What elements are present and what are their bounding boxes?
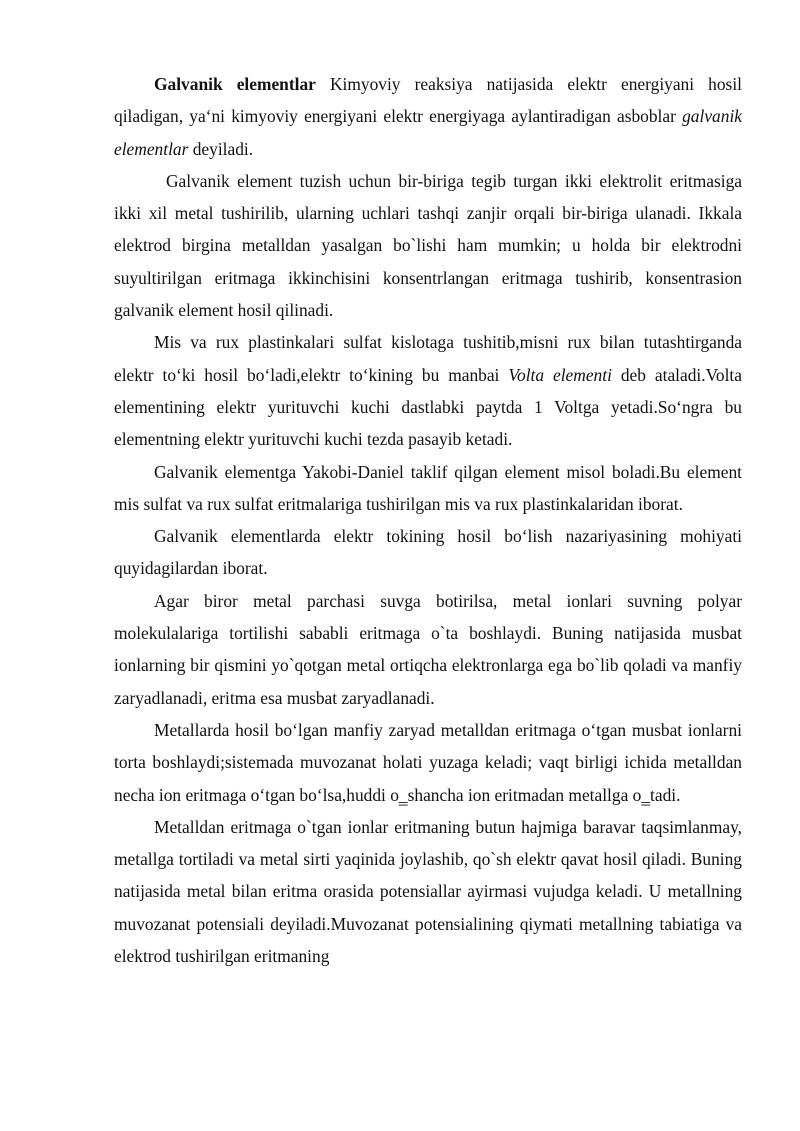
volta-text-end: deb ataladi.Volta elementining elektr yurituvchi kuchi dastlabki paytda 1 Voltga yetadi.So‘ngra bu elementning elektr yurituvchi kuchi tezda pasayib ketadi. <box>114 364 742 450</box>
paragraph-theory-intro: Galvanik elementlarda elektr tokining hosil bo‘lish nazariyasining mohiyati quyidagilardan iborat. <box>114 526 742 579</box>
paragraph-volta-element <box>114 326 742 455</box>
term-italic: galvanik elementlar <box>114 106 742 159</box>
paragraph-equilibrium: Metallarda hosil bo‘lgan manfiy zaryad metalldan eritmaga o‘tgan musbat ionlarni torta boshlaydi;sistemada muvozanat holati yuzaga keladi; vaqt birligi ichida metalldan necha ion eritmaga o‘tgan bo‘lsa,huddi o‗shancha ion eritmadan metallga o‗tadi. <box>114 719 742 805</box>
document-page <box>114 68 742 972</box>
definition-text: Kimyoviy reaksiya natijasida elektr energiyani hosil qiladigan, ya‘ni kimyoviy energiyani elektr energiyaga aylantiradigan asboblar <box>114 74 742 127</box>
paragraph-element-construction: Galvanik element tuzish uchun bir-biriga tegib turgan ikki elektrolit eritmasiga ikki xil metal tushirilib, ularning uchlari tashqi zanjir orqali bir-biriga ulanadi. Ikkala elektrod birgina metalldan yasalgan bo`lishi ham mumkin; u holda bir elektrodni suyultirilgan eritmaga ikkinchisini konsentrlangan eritmaga tushirib, konsentrasion galvanik element hosil qilinadi. <box>114 170 742 321</box>
volta-text-start: Mis va rux plastinkalari sulfat kislotaga tushitib,misni rux bilan tutashtirganda elektr to‘ki hosil bo‘ladi,elektr to‘kining bu manbai <box>114 332 742 385</box>
paragraph-double-layer: Metalldan eritmaga o`tgan ionlar eritmaning butun hajmiga baravar taqsimlanmay, metallga tortiladi va metal sirti yaqinida joylashib, qo`sh elektr qavat hosil qiladi. Buning natijasida metal bilan eritma orasida potensiallar ayirmasi vujudga keladi. U metallning muvozanat potensiali deyiladi.Muvozanat potensialining qiymati metallning tabiatiga va elektrod tushirilgan eritmaning <box>114 816 742 967</box>
term-bold: Galvanik elementlar <box>154 74 316 94</box>
paragraph-daniel-element: Galvanik elementga Yakobi-Daniel taklif qilgan element misol boladi.Bu element mis sulfat va rux sulfat eritmalariga tushirilgan mis va rux plastinkalaridan iborat. <box>114 461 742 514</box>
paragraph-metal-in-water: Agar biror metal parchasi suvga botirilsa, metal ionlari suvning polyar molekulalariga tortilishi sababli eritmaga o`ta boshlaydi. Buning natijasida musbat ionlarning bir qismini yo`qotgan metal ortiqcha elektronlarga ega bo`lib qoladi va manfiy zaryadlanadi, eritma esa musbat zaryadlanadi. <box>114 590 742 708</box>
paragraph-galvanic-definition <box>114 68 742 165</box>
definition-end: deyiladi. <box>188 138 254 159</box>
volta-term-italic: Volta elementi <box>508 364 612 385</box>
